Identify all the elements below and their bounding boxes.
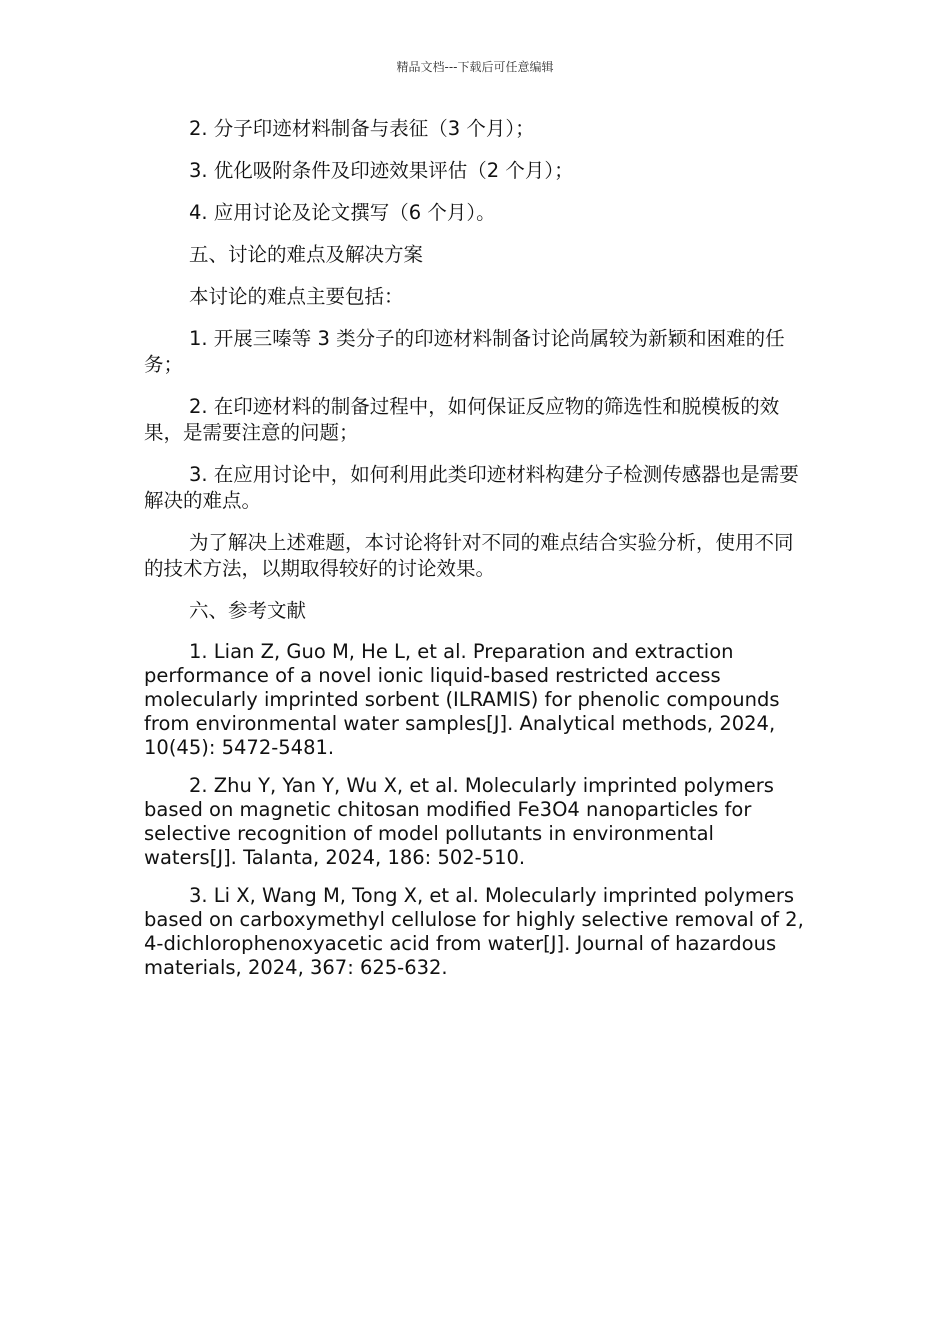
difficulty-item-3: 3. 在应用讨论中，如何利用此类印迹材料构建分子检测传感器也是需要解决的难点。 (144, 463, 799, 512)
section-heading-difficulties: 五、讨论的难点及解决方案 (189, 243, 424, 266)
schedule-item-4: 4. 应用讨论及论文撰写（6 个月）。 (189, 201, 496, 224)
reference-item-2: 2. Zhu Y, Yan Y, Wu X, et al. Molecularly imprinted polymers based on magnetic chitosan modified Fe3O4 nanoparticles for selective recognition of model pollutants in environmental waters[J]. Talanta, 2024, 186: 502-510. (144, 774, 774, 869)
schedule-item-3: 3. 优化吸附条件及印迹效果评估（2 个月）； (189, 159, 574, 182)
reference-item-1: 1. Lian Z, Guo M, He L, et al. Preparation and extraction performance of a novel ionic liquid-based restricted access molecularly imprinted sorbent (ILRAMIS) for phenolic compounds from environmental water samples[J]. Analytical methods, 2024, 10(45): 5472-5481. (144, 640, 780, 759)
section-heading-references: 六、参考文献 (189, 599, 307, 622)
reference-item-3: 3. Li X, Wang M, Tong X, et al. Molecularly imprinted polymers based on carboxymethyl cellulose for highly selective removal of 2, 4-dichlorophenoxyacetic acid from water[J]. Journal of hazardous materials, 2024, 367: 625-632. (144, 884, 804, 979)
solution-paragraph: 为了解决上述难题，本讨论将针对不同的难点结合实验分析，使用不同的技术方法，以期取得较好的讨论效果。 (144, 531, 794, 580)
difficulty-item-2: 2. 在印迹材料的制备过程中，如何保证反应物的筛选性和脱模板的效果，是需要注意的问题； (144, 395, 780, 444)
difficulty-item-1: 1. 开展三嗪等 3 类分子的印迹材料制备讨论尚属较为新颖和困难的任务； (144, 327, 785, 376)
schedule-item-2: 2. 分子印迹材料制备与表征（3 个月）； (189, 117, 535, 140)
document-body (144, 116, 808, 994)
difficulties-intro: 本讨论的难点主要包括： (189, 285, 404, 308)
page-header: 精品文档---下载后可任意编辑 (396, 60, 554, 74)
